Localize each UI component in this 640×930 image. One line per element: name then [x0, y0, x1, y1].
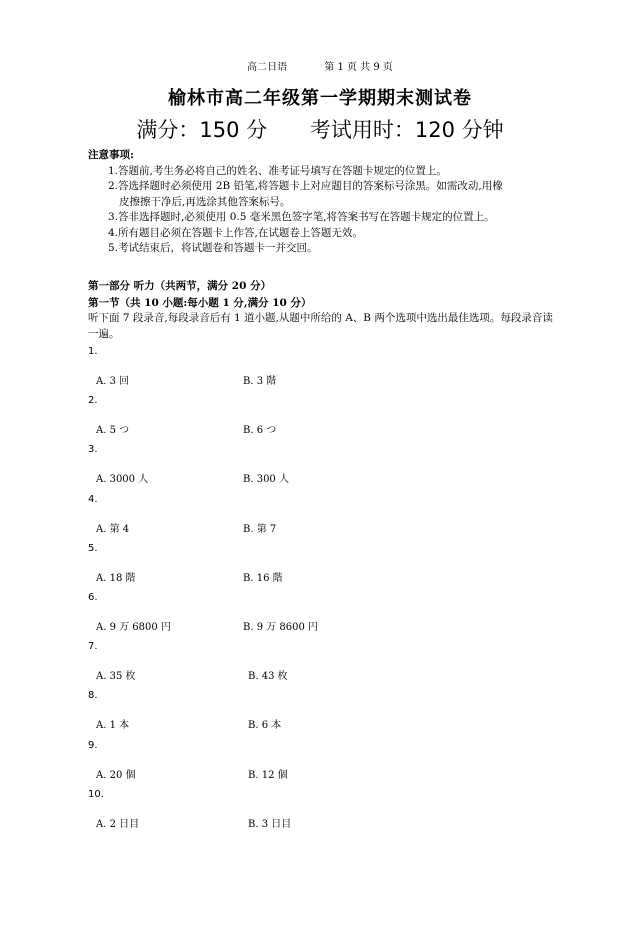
question-item [88, 346, 558, 395]
note-item [108, 241, 548, 257]
option-a: A. 18 階 [96, 572, 136, 584]
option-b: B. 6 本 [248, 720, 282, 732]
question-number: 6. [88, 591, 98, 603]
option-a: A. 第 4 [96, 523, 130, 535]
note-item [108, 226, 548, 242]
option-a: A. 1 本 [96, 720, 130, 732]
section-title: 第一节（共 10 小题:每小题 1 分,满分 10 分） [88, 297, 312, 309]
part-title: 第一部分 听力（共两节，满分 20 分） [88, 280, 272, 292]
notes-title: 注意事项: [88, 149, 134, 161]
exam-duration: 考试用时：120 分钟 [309, 118, 504, 142]
question-item [88, 690, 558, 739]
note-item [108, 164, 548, 180]
option-b: B. 43 枚 [248, 671, 288, 683]
question-item [88, 740, 558, 789]
note-text: 1.答题前,考生务必将自己的姓名、准考证号填写在答题卡规定的位置上。 [108, 164, 447, 177]
header-page-info: 第 1 页 共 9 页 [324, 62, 393, 73]
question-item [88, 789, 558, 838]
option-a: A. 9 万 6800 円 [96, 621, 171, 633]
question-item [88, 592, 558, 641]
note-text-continued: 皮擦擦干净后,再选涂其他答案标号。 [119, 195, 291, 208]
question-number: 8. [88, 690, 98, 702]
question-number: 9. [88, 739, 98, 751]
question-number: 7. [88, 641, 98, 653]
question-item [88, 444, 558, 493]
option-a: A. 5 つ [96, 425, 130, 437]
exam-title: 榆林市高二年级第一学期期末测试卷 [168, 88, 472, 109]
option-a: A. 20 個 [96, 769, 136, 781]
option-a: A. 3 回 [96, 376, 130, 387]
option-a: A. 3000 人 [96, 474, 149, 486]
note-text: 2.答选择题时必须使用 2B 铅笔,将答题卡上对应题目的答案标号涂黑。如需改动,用橡 [108, 180, 503, 192]
option-b: B. 16 階 [243, 572, 283, 584]
question-number: 4. [88, 493, 98, 505]
option-b: B. 300 人 [243, 474, 289, 486]
option-a: A. 35 枚 [96, 671, 136, 683]
question-item [88, 543, 558, 592]
note-item [108, 210, 548, 226]
question-item [88, 641, 558, 690]
page-header [0, 58, 640, 73]
question-item [88, 494, 558, 543]
option-b: B. 12 個 [248, 769, 288, 781]
notes-section [88, 148, 548, 257]
question-number: 2. [88, 395, 98, 407]
note-text: 3.答非选择题时,必须使用 0.5 毫米黑色签字笔,将答案书写在答题卡规定的位置上。 [108, 211, 495, 223]
note-item [108, 179, 548, 210]
option-b: B. 9 万 8600 円 [243, 621, 319, 633]
full-score: 满分：150 分 [136, 118, 268, 142]
question-number: 10. [88, 788, 104, 800]
option-b: B. 第 7 [243, 523, 277, 535]
section-instructions: 听下面 7 段录音,每段录音后有 1 道小题,从题中所给的 A、B 两个选项中选出最佳选项。每段录音读一遍。 [88, 312, 553, 340]
question-number: 5. [88, 542, 98, 554]
question-number: 1. [88, 346, 98, 357]
question-item [88, 395, 558, 444]
note-text: 4.所有题目必须在答题卡上作答,在试题卷上答题无效。 [108, 226, 363, 239]
notes-list [88, 164, 548, 257]
question-number: 3. [88, 444, 98, 456]
question-list [88, 346, 558, 838]
note-text: 5.考试结束后，将试题卷和答题卡一并交回。 [108, 242, 318, 254]
option-b: B. 3 日目 [248, 818, 292, 830]
score-line [0, 114, 640, 144]
option-b: B. 6 つ [243, 425, 277, 437]
option-b: B. 3 階 [243, 376, 277, 387]
header-subject: 高二日语 [247, 62, 288, 73]
option-a: A. 2 日目 [96, 818, 140, 830]
